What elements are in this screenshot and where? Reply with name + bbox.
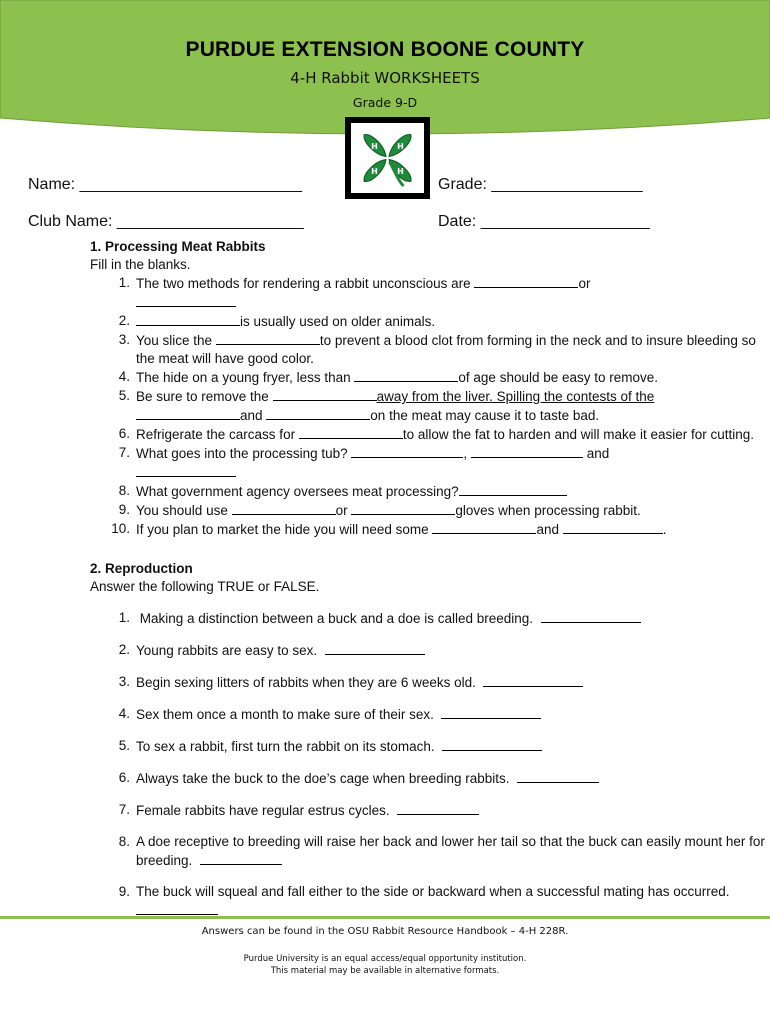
svg-text:H: H [371,142,378,151]
section-reproduction [90,560,766,920]
question-9: 9. You should use or gloves when processing rabbit. [118,502,641,518]
question-3: 3. You slice the to prevent a blood clot from forming in the neck and to insure bleeding so the meat will have good color. [118,332,756,366]
question-10: 10. If you plan to market the hide you will need some and . [111,521,667,537]
equal-opportunity-text: Purdue University is an equal access/equal opportunity institution. [243,954,527,964]
tf-question-9: 9. The buck will squeal and fall either to the side or backward when a successful mating has occurred. [90,883,766,920]
footer-divider [0,916,770,919]
answer-blank[interactable] [442,737,542,751]
true-false-list [90,609,766,920]
answer-blank[interactable] [483,673,583,687]
4-h-clover-logo-icon [345,117,430,199]
answer-blank[interactable] [216,331,320,345]
date-field[interactable]: Date: ___________________ [438,213,650,230]
answer-blank[interactable] [351,501,455,515]
answer-blank[interactable] [351,444,463,458]
answer-blank[interactable] [471,444,583,458]
answer-blank[interactable] [517,769,599,783]
answer-blank[interactable] [459,482,567,496]
svg-text:H: H [371,167,378,176]
fill-in-list [90,274,766,539]
tf-question-7: 7. Female rabbits have regular estrus cycles. [90,801,766,820]
tf-question-5: 5. To sex a rabbit, first turn the rabbit on its stomach. [90,737,766,756]
svg-text:H: H [397,142,404,151]
answer-blank[interactable] [299,425,403,439]
club-name-field[interactable]: Club Name: _____________________ [28,213,304,230]
grade-level: Grade 9-D [352,95,418,110]
answer-blank[interactable] [136,406,240,420]
answer-blank[interactable] [397,801,479,815]
answer-blank[interactable] [136,293,236,307]
section-instruction: Fill in the blanks. [90,257,191,272]
tf-question-3: 3. Begin sexing litters of rabbits when they are 6 weeks old. [90,673,766,692]
answer-blank[interactable] [232,501,336,515]
page-title: PURDUE EXTENSION BOONE COUNTY [185,38,585,61]
tf-question-8: 8. A doe receptive to breeding will raise her back and lower her tail so that the buck can easily mount her for breeding. [118,834,765,868]
answer-blank[interactable] [563,520,663,534]
answer-blank[interactable] [200,851,282,865]
alt-formats-text: This material may be available in alternative formats. [270,966,500,976]
footer-disclaimer [0,953,770,977]
grade-field[interactable]: Grade: _________________ [438,176,643,193]
answer-blank[interactable] [136,463,236,477]
tf-question-4: 4. Sex them once a month to make sure of their sex. [90,705,766,724]
answer-blank[interactable] [541,609,641,623]
svg-text:H: H [397,167,404,176]
section-instruction: Answer the following TRUE or FALSE. [90,579,320,594]
question-5: 5. Be sure to remove the away from the liver. Spilling the contests of the and on the meat may cause it to taste bad. [118,388,655,423]
section-processing [90,238,766,539]
answer-blank[interactable] [325,641,425,655]
question-4: 4. The hide on a young fryer, less than of age should be easy to remove. [118,369,659,385]
answer-blank[interactable] [432,520,536,534]
answer-blank[interactable] [273,387,377,401]
answer-blank[interactable] [136,312,240,326]
question-8: 8. What government agency oversees meat processing? [90,482,766,501]
worksheet-subtitle: 4-H Rabbit WORKSHEETS [290,69,480,87]
answer-blank[interactable] [136,901,218,915]
section-heading: 2. Reproduction [90,561,193,576]
question-6: 6. Refrigerate the carcass for to allow the fat to harden and will make it easier for cutting. [118,426,755,442]
answer-blank[interactable] [474,274,578,288]
tf-question-6: 6. Always take the buck to the doe’s cage when breeding rabbits. [90,769,766,788]
answer-blank[interactable] [266,406,370,420]
answers-note: Answers can be found in the OSU Rabbit Resource Handbook – 4-H 228R. [201,926,569,937]
question-2: 2. is usually used on older animals. [118,313,436,329]
answer-blank[interactable] [441,705,541,719]
question-1: 1. The two methods for rendering a rabbit unconscious are or [90,274,766,312]
answer-blank[interactable] [354,368,458,382]
tf-question-2: 2. Young rabbits are easy to sex. [90,641,766,660]
section-heading: 1. Processing Meat Rabbits [90,239,266,254]
question-7: 7. What goes into the processing tub? , and [90,444,766,482]
tf-question-1: 1. Making a distinction between a buck and a doe is called breeding. [90,609,766,628]
name-field[interactable]: Name: _________________________ [28,176,303,193]
